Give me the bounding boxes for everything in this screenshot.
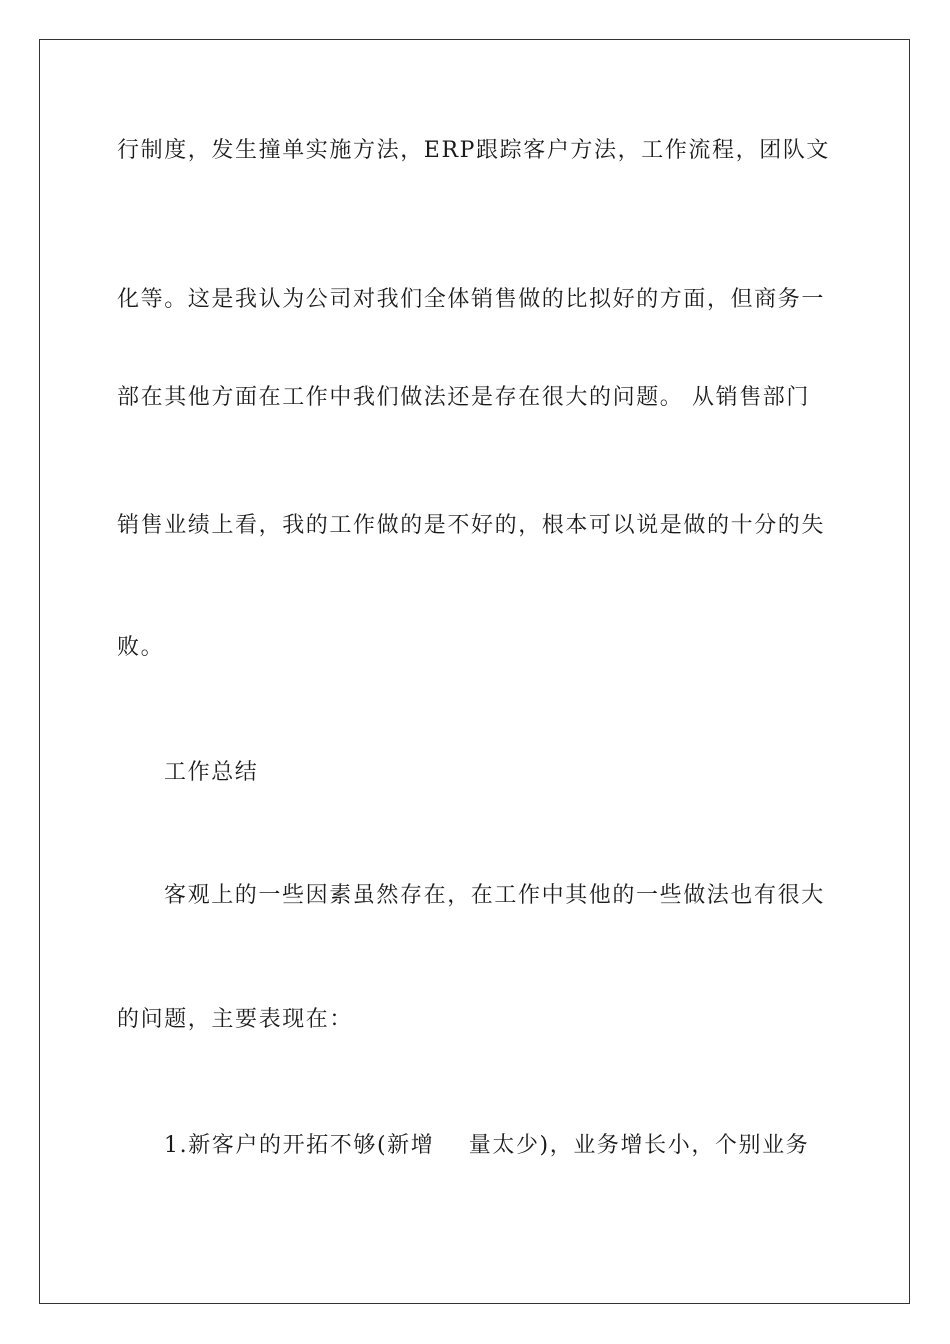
paragraph-line: 败。 — [117, 635, 165, 660]
paragraph-line: 部在其他方面在工作中我们做法还是存在很大的问题。 从销售部门 — [117, 385, 810, 410]
section-heading: 工作总结 — [164, 760, 259, 785]
list-item: 1.新客户的开拓不够(新增 量太少)，业务增长小，个别业务 — [164, 1133, 810, 1158]
paragraph-line: 客观上的一些因素虽然存在，在工作中其他的一些做法也有很大 — [164, 883, 825, 908]
paragraph-line: 行制度，发生撞单实施方法，ERP跟踪客户方法，工作流程，团队文 — [117, 138, 831, 163]
paragraph-line: 化等。这是我认为公司对我们全体销售做的比拟好的方面，但商务一 — [117, 287, 826, 312]
paragraph-line: 销售业绩上看，我的工作做的是不好的，根本可以说是做的十分的失 — [117, 513, 826, 538]
paragraph-line: 的问题，主要表现在： — [117, 1007, 354, 1032]
page-border — [39, 39, 910, 1304]
